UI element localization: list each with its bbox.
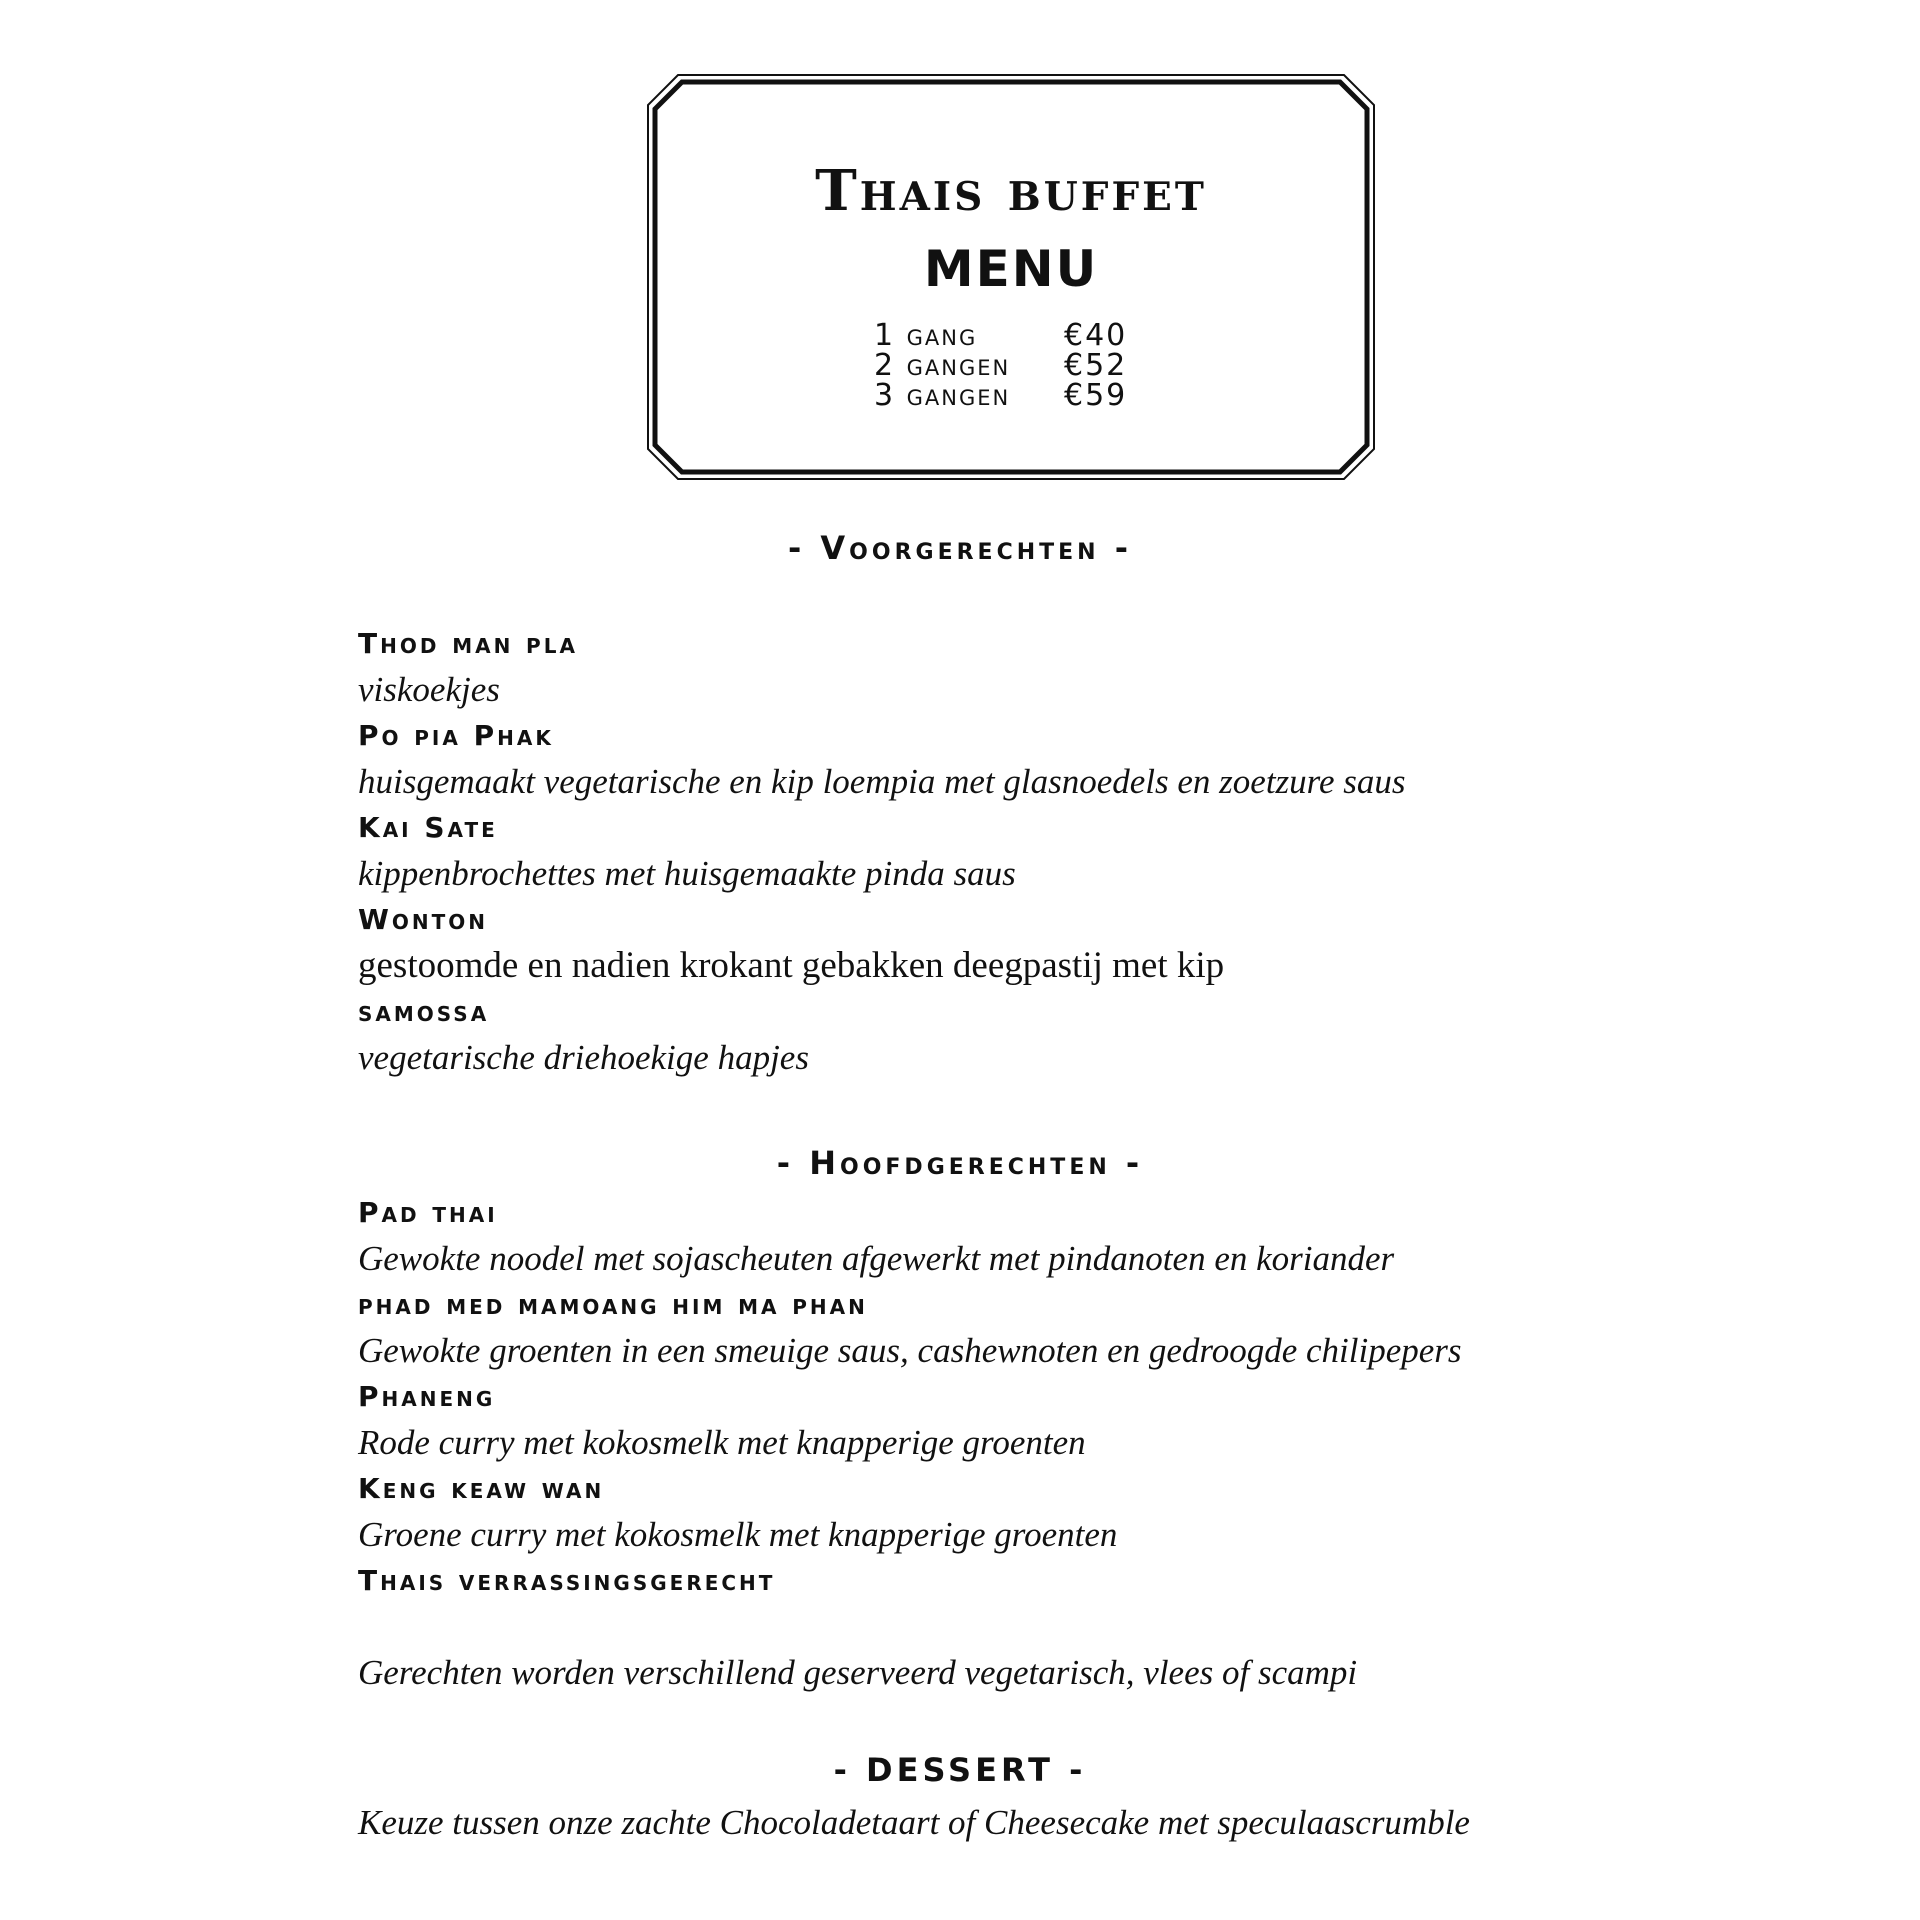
dish-description: viskoekjes <box>358 670 500 709</box>
dish-name: Thod man pla <box>358 627 578 660</box>
dish-name: Wonton <box>358 903 489 936</box>
mains-note: Gerechten worden verschillend geserveerd vegetarisch, vlees of scampi <box>358 1653 1358 1692</box>
dish-name: Keng keaw wan <box>358 1472 605 1505</box>
dessert-description: Keuze tussen onze zachte Chocoladetaart of Cheesecake met speculaascrumble <box>358 1803 1470 1842</box>
dish-description: Groene curry met kokosmelk met knapperige groenten <box>358 1515 1118 1554</box>
price-row <box>874 378 1174 413</box>
price-list <box>874 318 1174 413</box>
dish-name: Po pia Phak <box>358 719 554 752</box>
dish-description: Gewokte noodel met sojascheuten afgewerkt met pindanoten en koriander <box>358 1239 1395 1278</box>
starters-list <box>358 621 1658 1081</box>
dish-name: Kai Sate <box>358 811 498 844</box>
dish-description: vegetarische driehoekige hapjes <box>358 1038 809 1077</box>
price-value: €52 <box>1064 348 1128 383</box>
dish-name: Pad thai <box>358 1196 498 1229</box>
price-label: 1 gang <box>874 318 978 353</box>
price-row <box>874 318 1174 353</box>
mains-heading: - Hoofdgerechten - <box>776 1144 1144 1182</box>
price-label: 3 gangen <box>874 378 1011 413</box>
dish-description: kippenbrochettes met huisgemaakte pinda saus <box>358 854 1016 893</box>
dish-name: Phaneng <box>358 1380 496 1413</box>
price-value: €40 <box>1064 318 1128 353</box>
dish-description: huisgemaakt vegetarische en kip loempia met glasnoedels en zoetzure saus <box>358 762 1406 801</box>
dish-description: Gewokte groenten in een smeuige saus, cashewnoten en gedroogde chilipepers <box>358 1331 1462 1370</box>
menu-title: Thais buffet <box>815 158 1207 224</box>
starters-heading: - Voorgerechten - <box>787 529 1132 567</box>
dish-description: Rode curry met kokosmelk met knapperige groenten <box>358 1423 1086 1462</box>
price-row <box>874 348 1174 383</box>
price-value: €59 <box>1064 378 1128 413</box>
title-frame <box>646 73 1376 481</box>
dessert-heading: - DESSERT - <box>833 1751 1087 1789</box>
menu-subtitle: MENU <box>923 240 1099 298</box>
dish-description: gestoomde en nadien krokant gebakken deegpastij met kip <box>358 945 1225 986</box>
dish-name: samossa <box>358 995 490 1028</box>
mains-list <box>358 1190 1658 1604</box>
dish-name: Thais verrassingsgerecht <box>358 1564 776 1597</box>
price-label: 2 gangen <box>874 348 1011 383</box>
dish-name: phad med mamoang him ma phan <box>358 1288 868 1321</box>
